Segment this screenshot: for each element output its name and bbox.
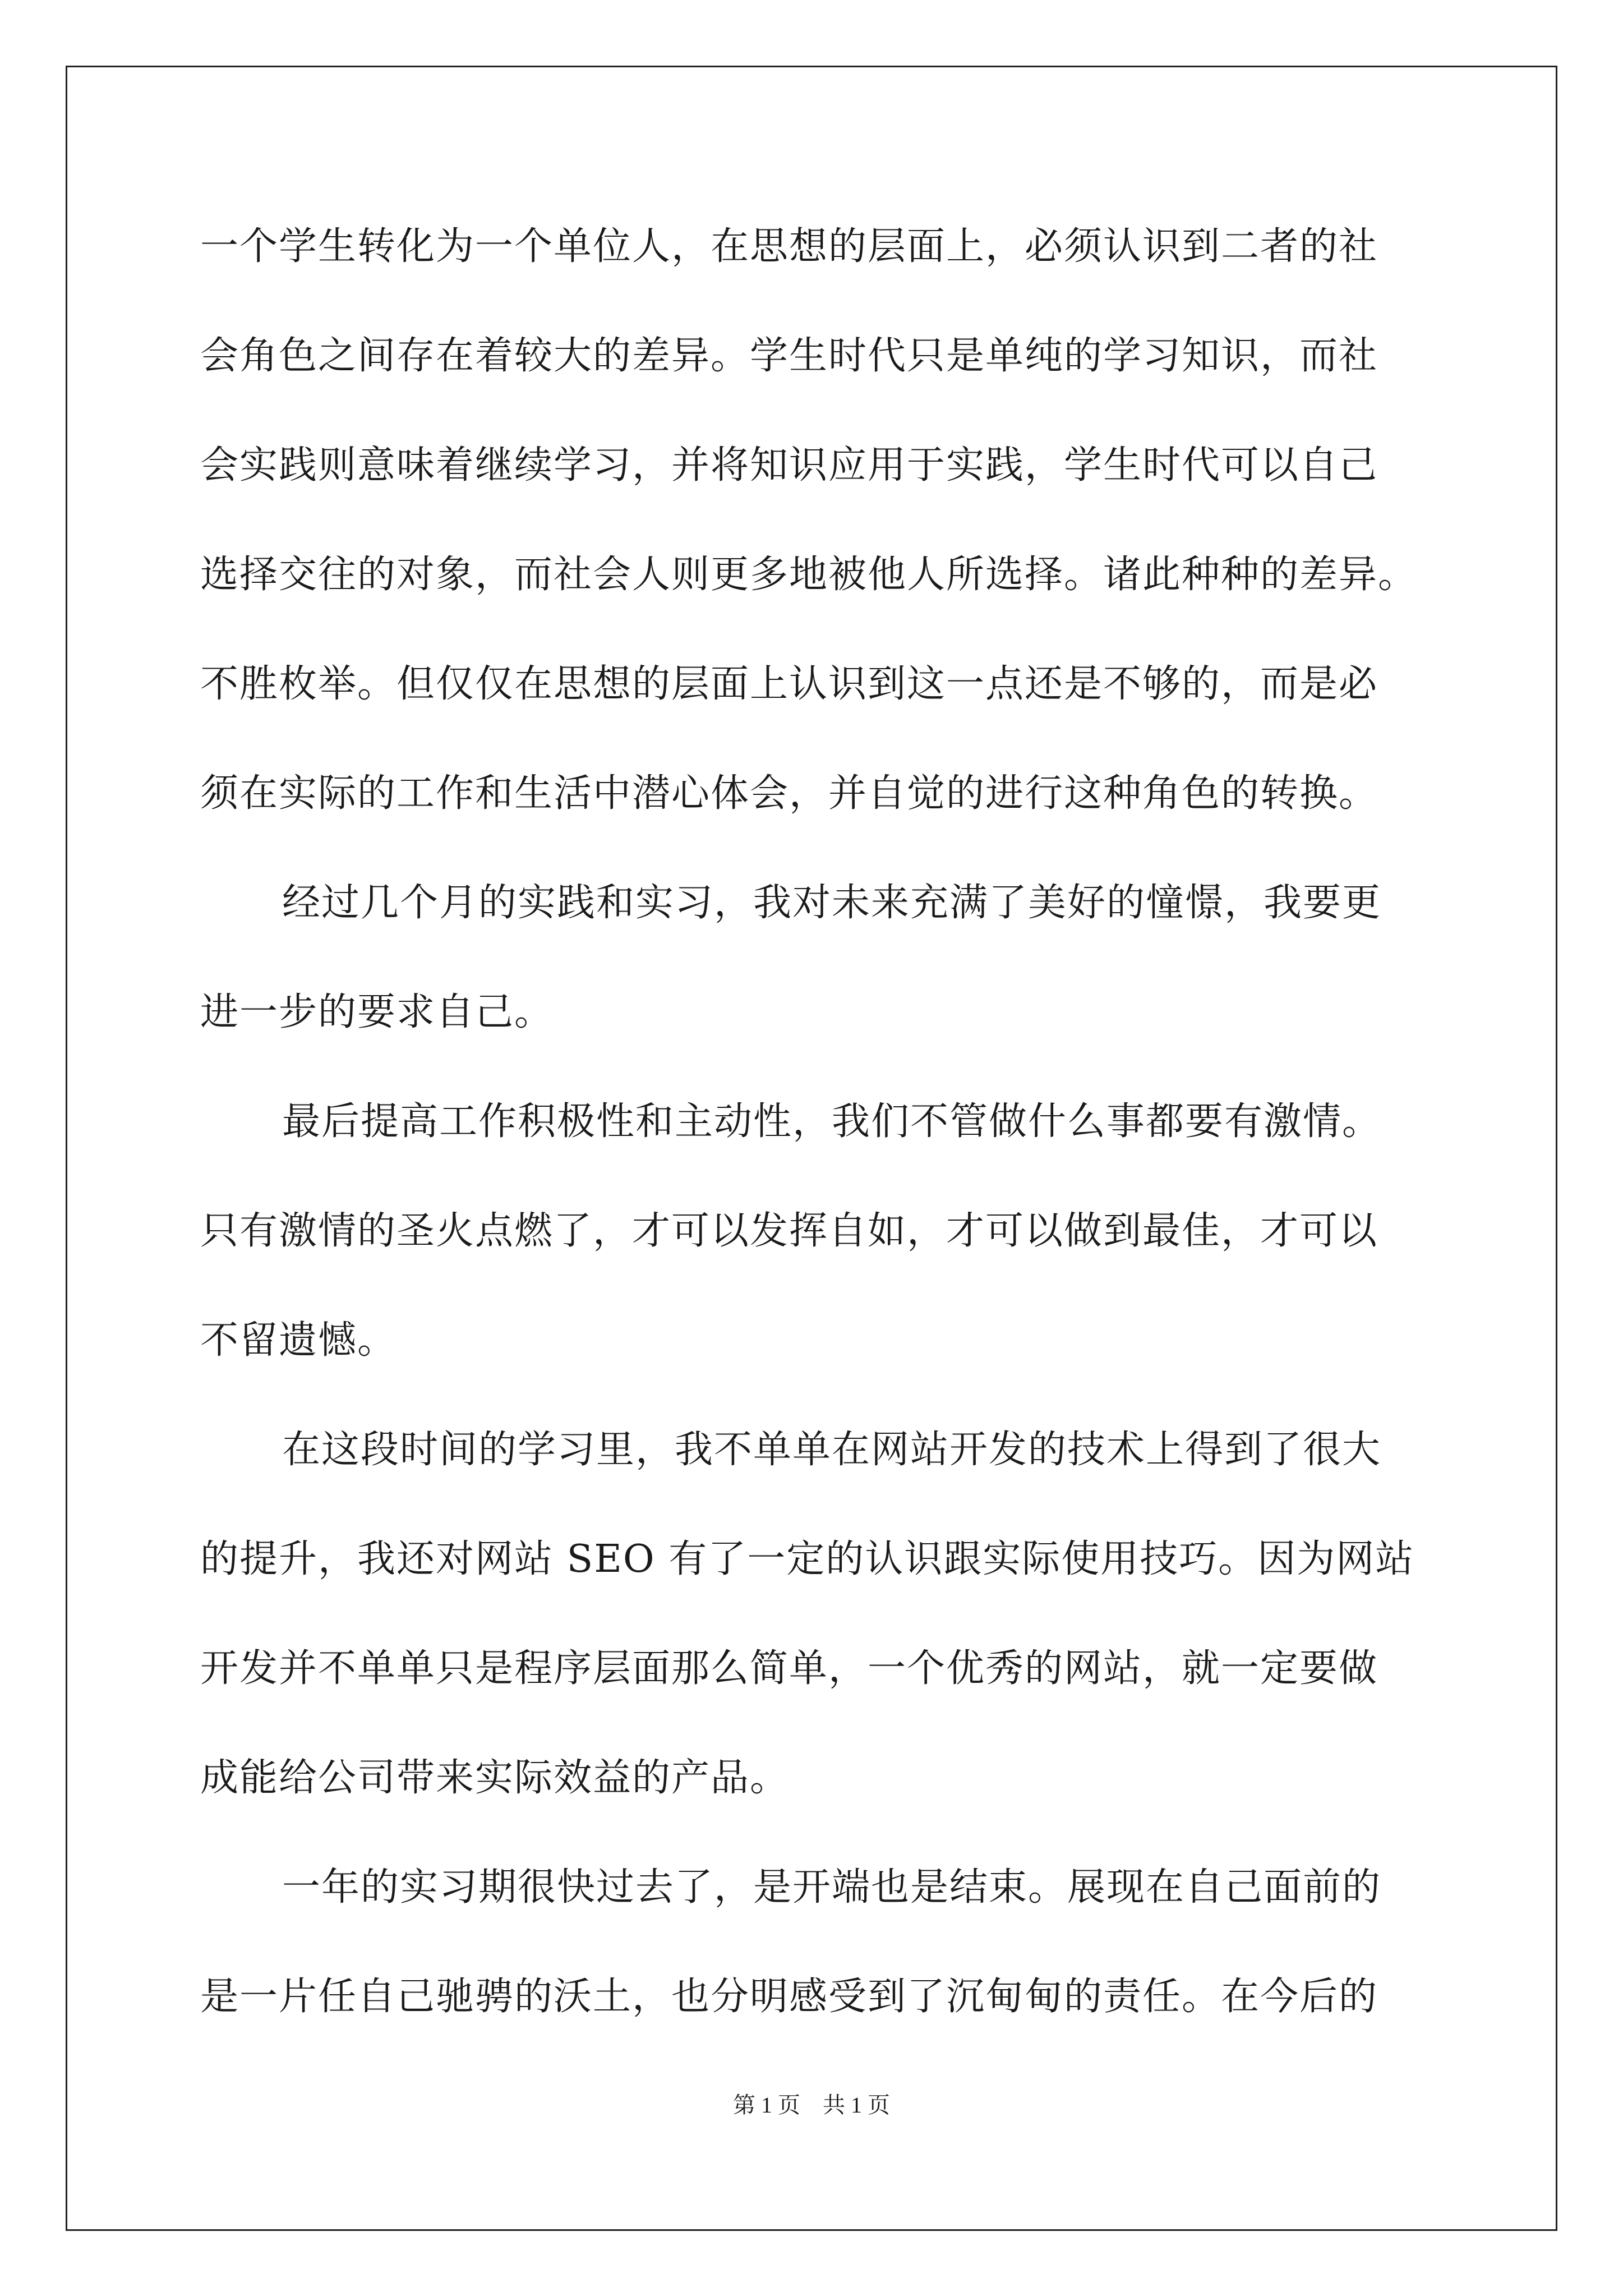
text-line: 须在实际的工作和生活中潜心体会，并自觉的进行这种角色的转换。 bbox=[200, 771, 1378, 816]
text-line: 的提升，我还对网站 SEO 有了一定的认识跟实际使用技巧。因为网站 bbox=[200, 1537, 1415, 1581]
text-line: 会实践则意味着继续学习，并将知识应用于实践，学生时代可以自己 bbox=[200, 443, 1378, 487]
page-footer bbox=[0, 2091, 1623, 2119]
text-line: 只有激情的圣火点燃了，才可以发挥自如，才可以做到最佳，才可以 bbox=[200, 1209, 1378, 1253]
text-line: 不留遗憾。 bbox=[200, 1318, 397, 1363]
text-line: 不胜枚举。但仅仅在思想的层面上认识到这一点还是不够的，而是必 bbox=[200, 662, 1378, 706]
text-line: 开发并不单单只是程序层面那么简单，一个优秀的网站，就一定要做 bbox=[200, 1646, 1378, 1691]
page-number: 第 1 页 bbox=[733, 2092, 800, 2118]
paragraph-first-line: 一年的实习期很快过去了，是开端也是结束。展现在自己面前的 bbox=[282, 1865, 1382, 1910]
text-line: 进一步的要求自己。 bbox=[200, 990, 554, 1034]
text-line: 会角色之间存在着较大的差异。学生时代只是单纯的学习知识，而社 bbox=[200, 334, 1378, 378]
page-total: 共 1 页 bbox=[823, 2092, 890, 2118]
paragraph-first-line: 最后提高工作积极性和主动性，我们不管做什么事都要有激情。 bbox=[282, 1099, 1382, 1144]
paragraph-first-line: 在这段时间的学习里，我不单单在网站开发的技术上得到了很大 bbox=[282, 1428, 1382, 1472]
text-line: 选择交往的对象，而社会人则更多地被他人所选择。诸此种种的差异。 bbox=[200, 553, 1418, 597]
paragraph-first-line: 经过几个月的实践和实习，我对未来充满了美好的憧憬，我要更 bbox=[282, 881, 1382, 925]
text-line: 一个学生转化为一个单位人，在思想的层面上，必须认识到二者的社 bbox=[200, 224, 1378, 269]
text-line: 是一片任自己驰骋的沃土，也分明感受到了沉甸甸的责任。在今后的 bbox=[200, 1975, 1378, 2019]
text-line: 成能给公司带来实际效益的产品。 bbox=[200, 1756, 790, 1800]
